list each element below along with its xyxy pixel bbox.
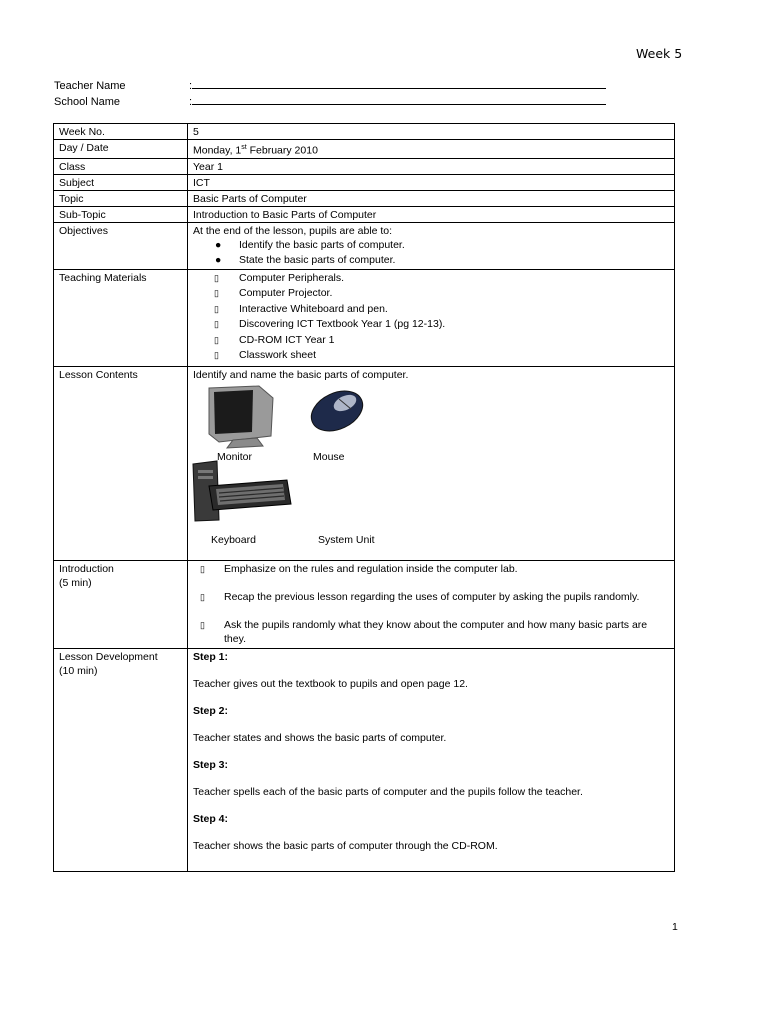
objectives-intro: At the end of the lesson, pupils are able to:	[193, 224, 393, 237]
lesson-contents-cell	[188, 366, 675, 560]
row-teaching-materials	[54, 269, 675, 366]
teacher-name-blank	[192, 79, 606, 89]
day-date-value	[188, 140, 675, 159]
material-item	[193, 348, 670, 364]
missing-glyph-bullet-icon: ▯	[200, 591, 205, 602]
date-text-month: February 2010	[246, 144, 318, 157]
date-text: Monday, 1	[193, 144, 242, 157]
week-no-label: Week No.	[54, 124, 188, 140]
class-label: Class	[54, 158, 188, 174]
material-item	[193, 286, 670, 302]
step-text: Teacher shows the basic parts of computer through the CD-ROM.	[193, 839, 498, 852]
day-date-label: Day / Date	[54, 140, 188, 159]
material-text: Discovering ICT Textbook Year 1 (pg 12-13).	[239, 318, 446, 330]
keyboard-image	[207, 478, 293, 512]
page-number: 1	[672, 921, 678, 933]
lesson-development-label	[54, 648, 188, 871]
missing-glyph-bullet-icon: ▯	[200, 563, 205, 574]
introduction-text: Recap the previous lesson regarding the uses of computer by asking the pupils randomly.	[224, 590, 640, 603]
row-topic	[54, 190, 675, 206]
lesson-contents-label: Lesson Contents	[54, 366, 188, 560]
missing-glyph-bullet-icon: ▯	[214, 350, 219, 360]
teacher-name-row	[54, 79, 606, 92]
topic-value: Basic Parts of Computer	[188, 190, 675, 206]
system-unit-caption: System Unit	[318, 533, 375, 546]
step-text: Teacher spells each of the basic parts of computer and the pupils follow the teacher.	[193, 785, 583, 798]
row-introduction	[54, 560, 675, 648]
step-title: Step 1:	[193, 650, 229, 663]
material-item	[193, 333, 670, 349]
teaching-materials-cell	[188, 269, 675, 366]
teacher-name-label: Teacher Name	[54, 80, 126, 92]
row-week-no	[54, 124, 675, 140]
introduction-duration: (5 min)	[59, 576, 92, 589]
objective-item	[193, 238, 670, 254]
missing-glyph-bullet-icon: ▯	[214, 272, 219, 283]
material-text: Classwork sheet	[239, 349, 317, 361]
bullet-icon: ●	[215, 254, 222, 266]
missing-glyph-bullet-icon: ▯	[214, 288, 219, 298]
date-ordinal: st	[241, 144, 247, 151]
lesson-contents-intro: Identify and name the basic parts of computer.	[193, 368, 409, 381]
colon: :	[189, 96, 193, 108]
objectives-cell	[188, 222, 675, 269]
introduction-text: Ask the pupils randomly what they know about the computer and how many basic parts are they.	[224, 618, 648, 645]
teaching-materials-label: Teaching Materials	[54, 269, 188, 366]
step-title: Step 4:	[193, 812, 229, 825]
row-class	[54, 158, 675, 174]
material-item	[193, 271, 670, 287]
material-item	[193, 317, 670, 333]
introduction-label	[54, 560, 188, 648]
sub-topic-label: Sub-Topic	[54, 206, 188, 222]
mouse-caption: Mouse	[313, 450, 345, 463]
computer-parts-images	[193, 382, 670, 554]
row-lesson-development	[54, 648, 675, 871]
school-name-label: School Name	[54, 96, 121, 108]
lesson-development-cell	[188, 648, 675, 871]
objectives-label: Objectives	[54, 222, 188, 269]
missing-glyph-bullet-icon: ▯	[214, 334, 219, 345]
school-name-blank	[192, 95, 606, 105]
lesson-plan-table	[53, 123, 675, 872]
material-text: Computer Projector.	[239, 287, 333, 299]
objective-text: Identify the basic parts of computer.	[239, 238, 405, 251]
material-item	[193, 302, 670, 318]
missing-glyph-bullet-icon: ▯	[214, 303, 219, 314]
lesson-development-title: Lesson Development	[59, 650, 158, 663]
row-sub-topic	[54, 206, 675, 222]
introduction-item	[193, 562, 670, 576]
bullet-icon: ●	[215, 238, 222, 251]
subject-value: ICT	[188, 174, 675, 190]
class-value: Year 1	[188, 158, 675, 174]
introduction-item	[193, 590, 670, 604]
row-lesson-contents	[54, 366, 675, 560]
colon: :	[189, 80, 193, 92]
step-text: Teacher gives out the textbook to pupils and open page 12.	[193, 677, 468, 690]
sub-topic-value: Introduction to Basic Parts of Computer	[188, 206, 675, 222]
material-text: CD-ROM ICT Year 1	[239, 333, 335, 346]
missing-glyph-bullet-icon: ▯	[214, 319, 219, 329]
introduction-cell	[188, 560, 675, 648]
step-title: Step 3:	[193, 758, 229, 771]
subject-label: Subject	[54, 174, 188, 190]
objective-item	[193, 253, 670, 269]
row-day-date	[54, 140, 675, 159]
material-text: Computer Peripherals.	[239, 271, 345, 284]
week-no-value: 5	[188, 124, 675, 140]
row-subject	[54, 174, 675, 190]
monitor-caption: Monitor	[217, 450, 253, 463]
row-objectives	[54, 222, 675, 269]
step-title: Step 2:	[193, 704, 229, 717]
school-name-row	[54, 95, 606, 108]
material-text: Interactive Whiteboard and pen.	[239, 302, 388, 315]
week-label: Week 5	[636, 46, 683, 61]
monitor-image	[205, 384, 275, 450]
step-text: Teacher states and shows the basic parts of computer.	[193, 731, 447, 744]
missing-glyph-bullet-icon: ▯	[200, 619, 205, 630]
mouse-image	[307, 387, 369, 437]
topic-label: Topic	[54, 190, 188, 206]
introduction-text: Emphasize on the rules and regulation inside the computer lab.	[224, 562, 518, 575]
objective-text: State the basic parts of computer.	[239, 254, 396, 266]
keyboard-caption: Keyboard	[211, 533, 256, 546]
lesson-development-duration: (10 min)	[59, 664, 98, 677]
introduction-title: Introduction	[59, 562, 114, 575]
introduction-item	[193, 618, 670, 646]
